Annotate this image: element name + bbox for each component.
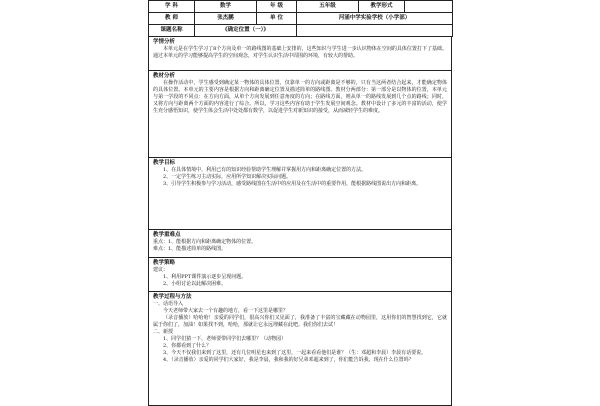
goal-item: 3、引导学生积极参与学习活动，感受路线图在生活中的应用及在生活中的重要作用，能根据路线图说出方向和距离。 [163, 181, 422, 187]
section-teaching-goals [148, 158, 452, 230]
process-item: 一、话语导入 [153, 301, 184, 307]
section-material-analysis [148, 71, 452, 158]
process-item: 3、今天不仅我们来到了这里，还有几位明星也来到了这里，一起来看看他们是谁？（生：邓超和李晨）李晨有话要说。 [163, 350, 427, 356]
process-item: 今天老师带大家去一个有趣的地方，看一下这里是哪里？ [163, 308, 289, 314]
section-key-points [148, 230, 452, 258]
process-item: 二、新授 [153, 329, 174, 335]
section-text: 本单元是在学生学习了8个方向及单一的路线图的基础上安排的，这些知识与学生进一步认识物体在空间的具体位置打下了基础。通过本单元的学习能够提高学生的空间观念，对学生认识生活中周围的环境，有较大的帮助。 [153, 46, 447, 59]
topic-label: 课题名称 [149, 25, 195, 37]
process-item: （录音播放）哈哈哈！亲爱的同学们，很高兴你们又见面了，我准备了丰富的宝藏藏在动物园里，这用你们的智慧找到它，它就属于你们了，加油！如果找不到，哈哈，那就让它永远埋藏在此吧。我们你们去试！ [153, 315, 447, 328]
teaching-form-value [405, 1, 453, 13]
keypoint-item: 重点：1、能根据方向和距离确定物体的位置。 [153, 239, 257, 245]
unit-label: 单 位 [257, 13, 297, 25]
topic-empty-cell [297, 25, 453, 37]
section-title: 学情分析 [153, 39, 176, 45]
grade-label: 年 级 [257, 1, 297, 13]
section-teaching-process [148, 292, 452, 406]
section-study-analysis [148, 37, 452, 71]
section-title: 教学策略 [153, 260, 176, 266]
strategy-item: 1、利用PPT课件演示逐步呈现问题。 [163, 274, 247, 280]
section-title: 教学过程与方法 [153, 294, 192, 300]
section-text: 在操作活动中，学生感受到确定某一物体的具体位置，仅靠单一的方向或距离是不够的，只有当这两者结合起来，才能确定物体的具体位置。本单元的主要内容是根据方向和距离确定位置及描述简单的路线图。教材分两部分：第一部分是以物体的位置，本单元与第一学段的不同点：在方向方面，从单个方向发展到任意角度的方向；在路线方面，则从单一的路线发展到几个点的路线；同时，又将方向与距离两个方面的内容进行了综合。所以，学习这些内容有助于学生发展空间观念。教材中设计了多元的丰富的活动，使学生充分感悟知识，使学生体会生活中处处都有数学，以促进学生对新知识的接受，从而减轻学生的难度。 [153, 80, 447, 114]
header-row-subject [149, 1, 453, 13]
subject-value: 数学 [195, 1, 257, 13]
goal-item: 2、一定学生练习主动实际，应用所学知识解决实际问题。 [163, 174, 292, 180]
teacher-value: 张杰鹏 [195, 13, 257, 25]
grade-value: 五年级 [297, 1, 359, 13]
topic-value: 《确定位置（一）》 [195, 25, 297, 37]
process-item: 4、（录音播放）亲爱的同学们大家好，我是李晨，我和我的好兄弟邓超来到了，你们能告诉我，现在什么位置吗？ [163, 357, 414, 363]
header-row-teacher [149, 13, 453, 25]
header-table [148, 0, 453, 37]
section-title: 教学重难点 [153, 232, 181, 238]
lesson-plan-document [148, 0, 452, 400]
header-row-topic [149, 25, 453, 37]
teaching-form-label: 教学形式 [359, 1, 405, 13]
keypoint-item: 难点：1、能描述简单的路线图。 [153, 246, 227, 252]
strategy-item: 建议： [153, 267, 169, 273]
unit-value: 河涌中学实验学校（小学部） [297, 13, 453, 25]
process-item: 2、你都看到了什么？ [163, 343, 212, 349]
subject-label: 学 科 [149, 1, 195, 13]
goal-item: 1、在具体情境中，利用已有的知识经验帮助学生理解并掌握用方向和距离确定位置的方法。 [163, 167, 367, 173]
teacher-label: 教 师 [149, 13, 195, 25]
strategy-item: 2、小组讨论以此解决困难。 [163, 281, 227, 287]
section-title: 教学目标 [153, 160, 176, 166]
section-teaching-strategy [148, 258, 452, 292]
process-item: 1、同学们猜一下，老师要带同学们去哪里？（动物园） [163, 336, 287, 342]
section-title: 教材分析 [153, 73, 176, 79]
